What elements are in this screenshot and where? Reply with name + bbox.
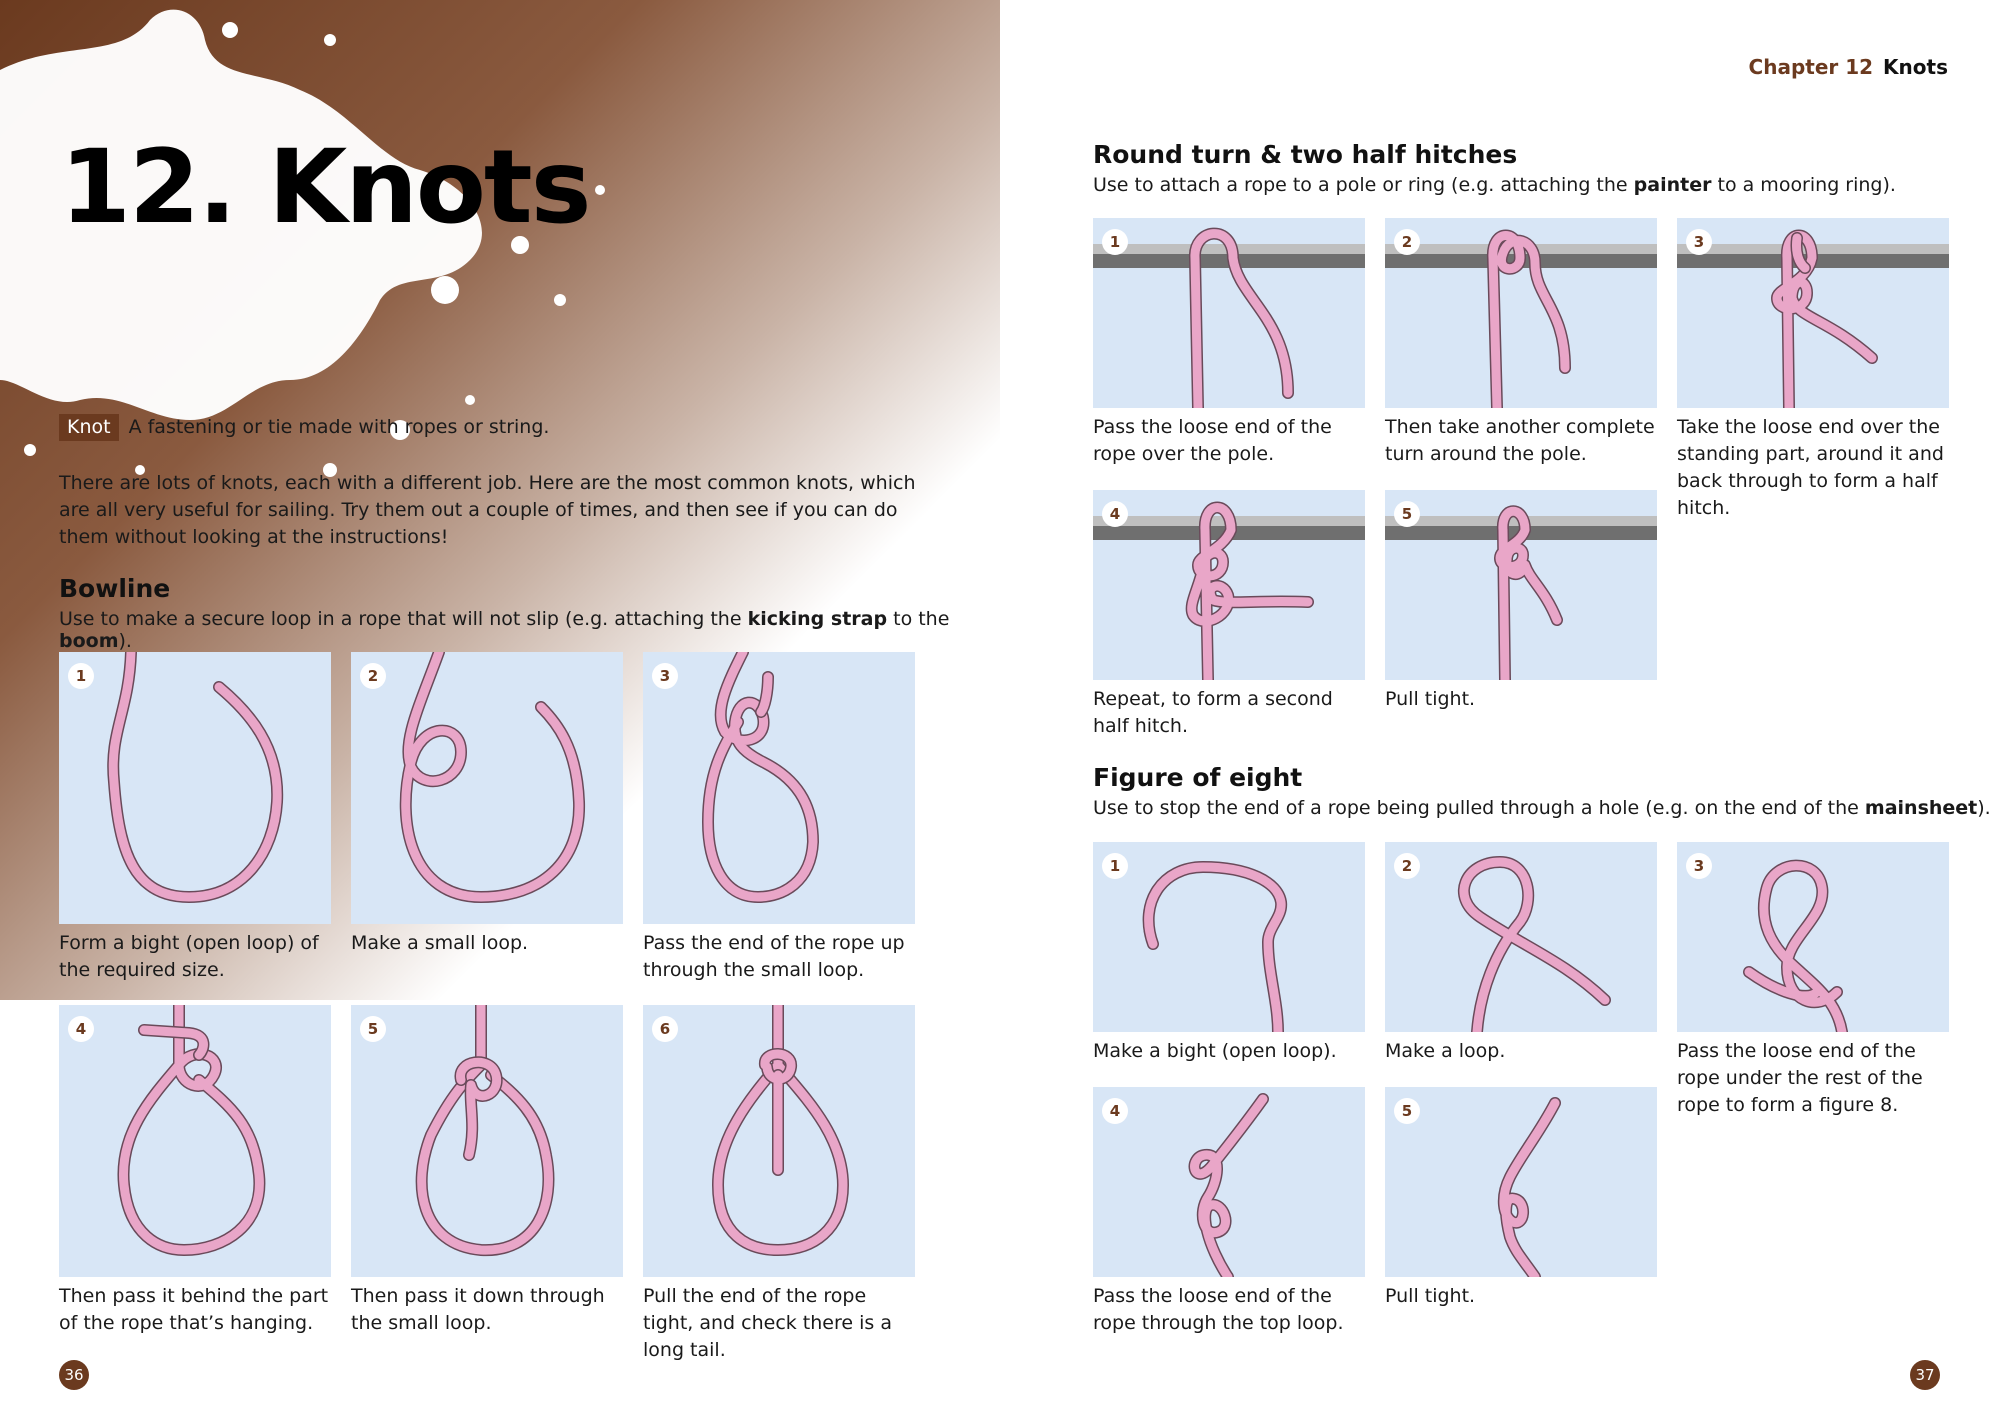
figure-eight-step-2-illustration	[1385, 842, 1657, 1032]
rope-diagram	[643, 1005, 915, 1277]
round-turn-step-3-caption: Take the loose end over the standing part, around it and back through to form a half hitch.	[1677, 416, 1944, 519]
page-number-right: 37	[1910, 1360, 1940, 1390]
round-turn-step-1-caption: Pass the loose end of the rope over the pole.	[1093, 416, 1332, 465]
running-head-title: Knots	[1883, 55, 1948, 79]
round-turn-description	[1093, 174, 1896, 196]
bowline-step-2-illustration	[351, 652, 623, 924]
figure-eight-step-3-illustration	[1677, 842, 1949, 1032]
rope-pole-diagram	[1093, 490, 1365, 680]
bowline-desc-term-boom: boom	[59, 630, 119, 652]
rope-diagram	[351, 652, 623, 924]
figure-eight-step-4-illustration	[1093, 1087, 1365, 1277]
chapter-title: 12. Knots	[60, 128, 590, 247]
rope-diagram	[1385, 1087, 1657, 1277]
right-page	[1000, 0, 2000, 1412]
rope-pole-diagram	[1093, 218, 1365, 408]
bowline-title: Bowline	[59, 574, 171, 603]
round-turn-title: Round turn & two half hitches	[1093, 140, 1518, 169]
figure-eight-step-1-illustration	[1093, 842, 1365, 1032]
step-number-badge: 5	[1394, 501, 1420, 527]
step-number-badge: 4	[1102, 1098, 1128, 1124]
running-head	[1749, 55, 1948, 79]
rope-diagram	[1093, 842, 1365, 1032]
step-number-badge: 3	[652, 663, 678, 689]
figure-eight-title: Figure of eight	[1093, 763, 1303, 792]
bowline-step-5-illustration	[351, 1005, 623, 1277]
bowline-step-2-caption: Make a small loop.	[351, 932, 529, 954]
round-turn-step-5-caption: Pull tight.	[1385, 688, 1476, 710]
step-number-badge: 5	[360, 1016, 386, 1042]
rope-diagram	[643, 652, 915, 924]
figure-eight-description	[1093, 797, 1991, 819]
figure-eight-desc-term-mainsheet: mainsheet	[1864, 797, 1978, 819]
bowline-step-1-caption: Form a bight (open loop) of the required size.	[59, 932, 319, 981]
rope-diagram	[351, 1005, 623, 1277]
step-number-badge: 3	[1686, 853, 1712, 879]
bowline-desc-text-2: to the	[887, 608, 950, 630]
running-head-chapter: Chapter 12	[1748, 55, 1874, 79]
bowline-step-5-caption: Then pass it down through the small loop.	[351, 1285, 605, 1334]
step-number-badge: 3	[1686, 229, 1712, 255]
bowline-description	[59, 608, 1000, 652]
figure-eight-desc-text-2: ).	[1977, 797, 1991, 819]
figure-eight-step-4-caption: Pass the loose end of the rope through the top loop.	[1093, 1285, 1344, 1334]
rope-diagram	[1677, 842, 1949, 1032]
figure-eight-step-2-caption: Make a loop.	[1385, 1040, 1506, 1062]
rope-diagram	[1093, 1087, 1365, 1277]
step-number-badge: 1	[1102, 853, 1128, 879]
step-number-badge: 2	[1394, 853, 1420, 879]
bowline-step-3-caption: Pass the end of the rope up through the small loop.	[643, 932, 905, 981]
step-number-badge: 4	[68, 1016, 94, 1042]
step-number-badge: 6	[652, 1016, 678, 1042]
bowline-desc-term-kicking-strap: kicking strap	[747, 608, 888, 630]
figure-eight-desc-text-1: Use to stop the end of a rope being pulled through a hole (e.g. on the end of the	[1093, 797, 1865, 819]
bowline-step-1-illustration	[59, 652, 331, 924]
step-number-badge: 1	[68, 663, 94, 689]
rope-pole-diagram	[1385, 490, 1657, 680]
page-number-left: 36	[59, 1360, 89, 1390]
figure-eight-step-1-caption: Make a bight (open loop).	[1093, 1040, 1337, 1062]
rope-diagram	[59, 1005, 331, 1277]
rope-diagram	[59, 652, 331, 924]
bowline-desc-text-1: Use to make a secure loop in a rope that will not slip (e.g. attaching the	[59, 608, 748, 630]
step-number-badge: 2	[360, 663, 386, 689]
bowline-step-6-illustration	[643, 1005, 915, 1277]
round-turn-desc-text-1: Use to attach a rope to a pole or ring (e.g. attaching the	[1093, 174, 1634, 196]
figure-eight-step-3-caption: Pass the loose end of the rope under the rest of the rope to form a figure 8.	[1677, 1040, 1923, 1116]
round-turn-step-3-illustration	[1677, 218, 1949, 408]
step-number-badge: 5	[1394, 1098, 1420, 1124]
bowline-step-4-caption: Then pass it behind the part of the rope that’s hanging.	[59, 1285, 329, 1334]
definition-tag: Knot	[59, 414, 119, 441]
knot-definition	[59, 416, 549, 438]
step-number-badge: 1	[1102, 229, 1128, 255]
bowline-desc-text-3: ).	[118, 630, 132, 652]
bowline-step-3-illustration	[643, 652, 915, 924]
round-turn-step-4-caption: Repeat, to form a second half hitch.	[1093, 688, 1333, 737]
bowline-step-6-caption: Pull the end of the rope tight, and check there is a long tail.	[643, 1285, 892, 1361]
round-turn-desc-text-2: to a mooring ring).	[1711, 174, 1896, 196]
rope-pole-diagram	[1677, 218, 1949, 408]
figure-eight-step-5-caption: Pull tight.	[1385, 1285, 1476, 1307]
figure-eight-step-5-illustration	[1385, 1087, 1657, 1277]
round-turn-step-1-illustration	[1093, 218, 1365, 408]
round-turn-step-2-caption: Then take another complete turn around the pole.	[1385, 416, 1655, 465]
rope-diagram	[1385, 842, 1657, 1032]
definition-text: A fastening or tie made with ropes or string.	[128, 416, 550, 438]
rope-pole-diagram	[1385, 218, 1657, 408]
round-turn-desc-term-painter: painter	[1633, 174, 1712, 196]
intro-paragraph: There are lots of knots, each with a different job. Here are the most common knots, which are all very useful for sailing. Try them out a couple of times, and then see if you can do them without looking at the instructions!	[59, 472, 916, 548]
round-turn-step-5-illustration	[1385, 490, 1657, 680]
bowline-step-4-illustration	[59, 1005, 331, 1277]
step-number-badge: 2	[1394, 229, 1420, 255]
round-turn-step-4-illustration	[1093, 490, 1365, 680]
round-turn-step-2-illustration	[1385, 218, 1657, 408]
step-number-badge: 4	[1102, 501, 1128, 527]
